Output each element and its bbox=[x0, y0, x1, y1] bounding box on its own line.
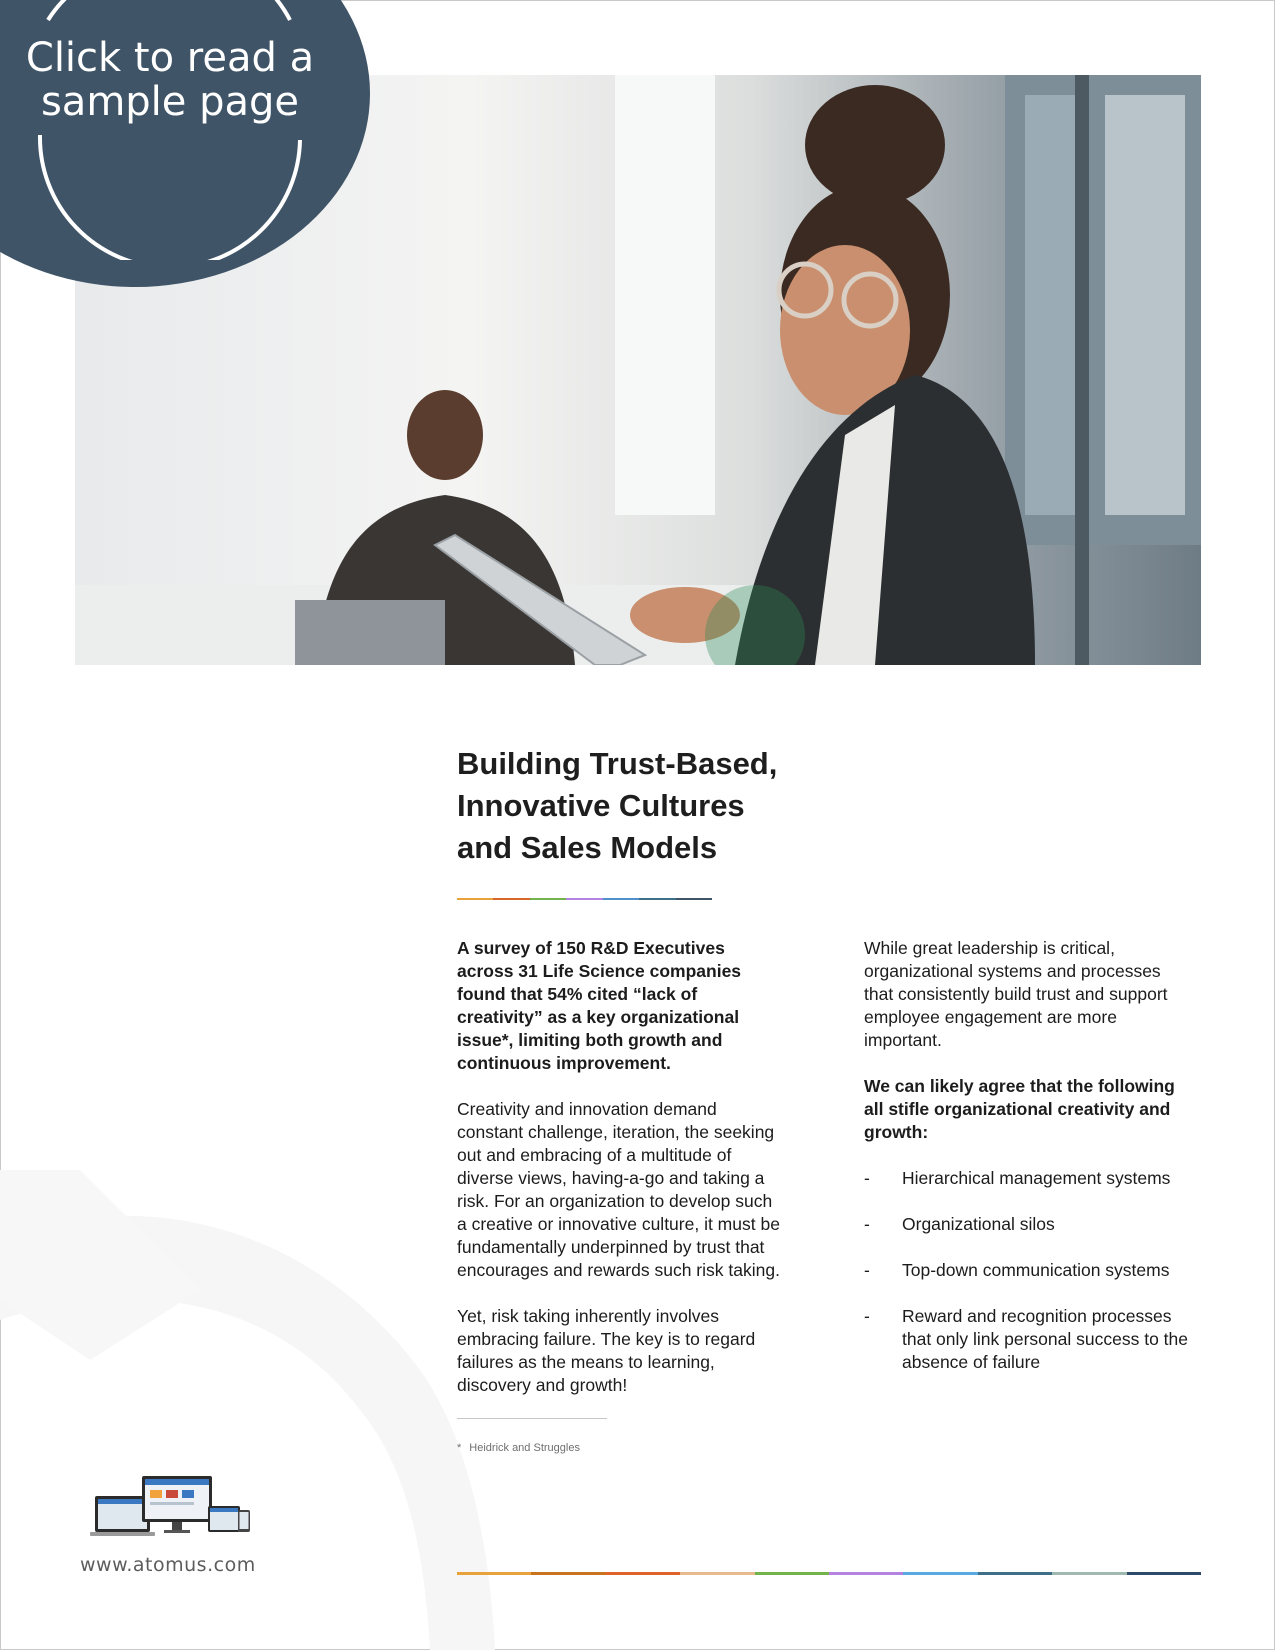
list-item bbox=[864, 1167, 1194, 1190]
badge-line-1: Click to read a bbox=[25, 35, 315, 81]
rule-segment bbox=[457, 898, 493, 900]
badge-label[interactable] bbox=[0, 36, 340, 124]
left-column bbox=[457, 937, 782, 1420]
rule-segment bbox=[755, 1572, 829, 1575]
devices-icon bbox=[90, 1474, 260, 1544]
rule-segment bbox=[493, 898, 529, 900]
list-item-text: Hierarchical management systems bbox=[902, 1168, 1171, 1188]
rule-segment bbox=[1127, 1572, 1201, 1575]
list-item bbox=[864, 1259, 1194, 1282]
rule-segment bbox=[978, 1572, 1052, 1575]
rule-segment bbox=[680, 1572, 754, 1575]
footnote bbox=[457, 1442, 580, 1454]
badge-line-2: sample page bbox=[40, 79, 300, 125]
stifle-factors-list bbox=[864, 1167, 1194, 1374]
footnote-text: Heidrick and Struggles bbox=[469, 1442, 580, 1454]
bullet-dash: - bbox=[864, 1306, 870, 1326]
rule-segment bbox=[603, 898, 639, 900]
list-item-text: Organizational silos bbox=[902, 1214, 1055, 1234]
right-lead-paragraph: We can likely agree that the following all stifle organizational creativity and growth: bbox=[864, 1076, 1175, 1142]
rule-segment bbox=[639, 898, 675, 900]
rule-segment bbox=[1052, 1572, 1126, 1575]
bullet-dash: - bbox=[864, 1168, 870, 1188]
rule-segment bbox=[531, 1572, 605, 1575]
page-title bbox=[457, 743, 877, 869]
footer-color-rule bbox=[457, 1572, 1201, 1575]
rule-segment bbox=[829, 1572, 903, 1575]
rule-segment bbox=[903, 1572, 977, 1575]
rule-segment bbox=[566, 898, 602, 900]
bullet-dash: - bbox=[864, 1260, 870, 1280]
right-paragraph-1: While great leadership is critical, organizational systems and processes that consistently build trust and support employee engagement are more important. bbox=[864, 938, 1168, 1050]
bullet-dash: - bbox=[864, 1214, 870, 1234]
rule-segment bbox=[676, 898, 712, 900]
left-lead-paragraph: A survey of 150 R&D Executives across 31 Life Science companies found that 54% cited “lack of creativity” as a key organizational issue*, limiting both growth and continuous improvement. bbox=[457, 938, 742, 1073]
rule-segment bbox=[606, 1572, 680, 1575]
list-item bbox=[864, 1305, 1194, 1374]
list-item bbox=[864, 1213, 1194, 1236]
rule-segment bbox=[457, 1572, 531, 1575]
title-color-rule bbox=[457, 898, 712, 900]
footnote-marker: * bbox=[457, 1442, 462, 1454]
title-line-2: Innovative Cultures bbox=[457, 788, 745, 823]
footnote-divider bbox=[457, 1418, 607, 1419]
left-paragraph-2: Yet, risk taking inherently involves embracing failure. The key is to regard failures as the means to learning, discovery and growth! bbox=[457, 1306, 756, 1395]
title-line-3: and Sales Models bbox=[457, 830, 718, 865]
list-item-text: Top-down communication systems bbox=[902, 1260, 1170, 1280]
title-line-1: Building Trust-Based, bbox=[457, 746, 778, 781]
list-item-text: Reward and recognition processes that only link personal success to the absence of failure bbox=[902, 1306, 1188, 1372]
left-paragraph-1: Creativity and innovation demand constant challenge, iteration, the seeking out and embracing of a multitude of diverse views, having-a-go and taking a risk. For an organization to develop such a creative or innovative culture, it must be fundamentally underpinned by trust that encourages and rewards such risk taking. bbox=[457, 1099, 780, 1280]
website-url[interactable]: www.atomus.com bbox=[80, 1554, 256, 1576]
right-column bbox=[864, 937, 1194, 1397]
rule-segment bbox=[530, 898, 566, 900]
